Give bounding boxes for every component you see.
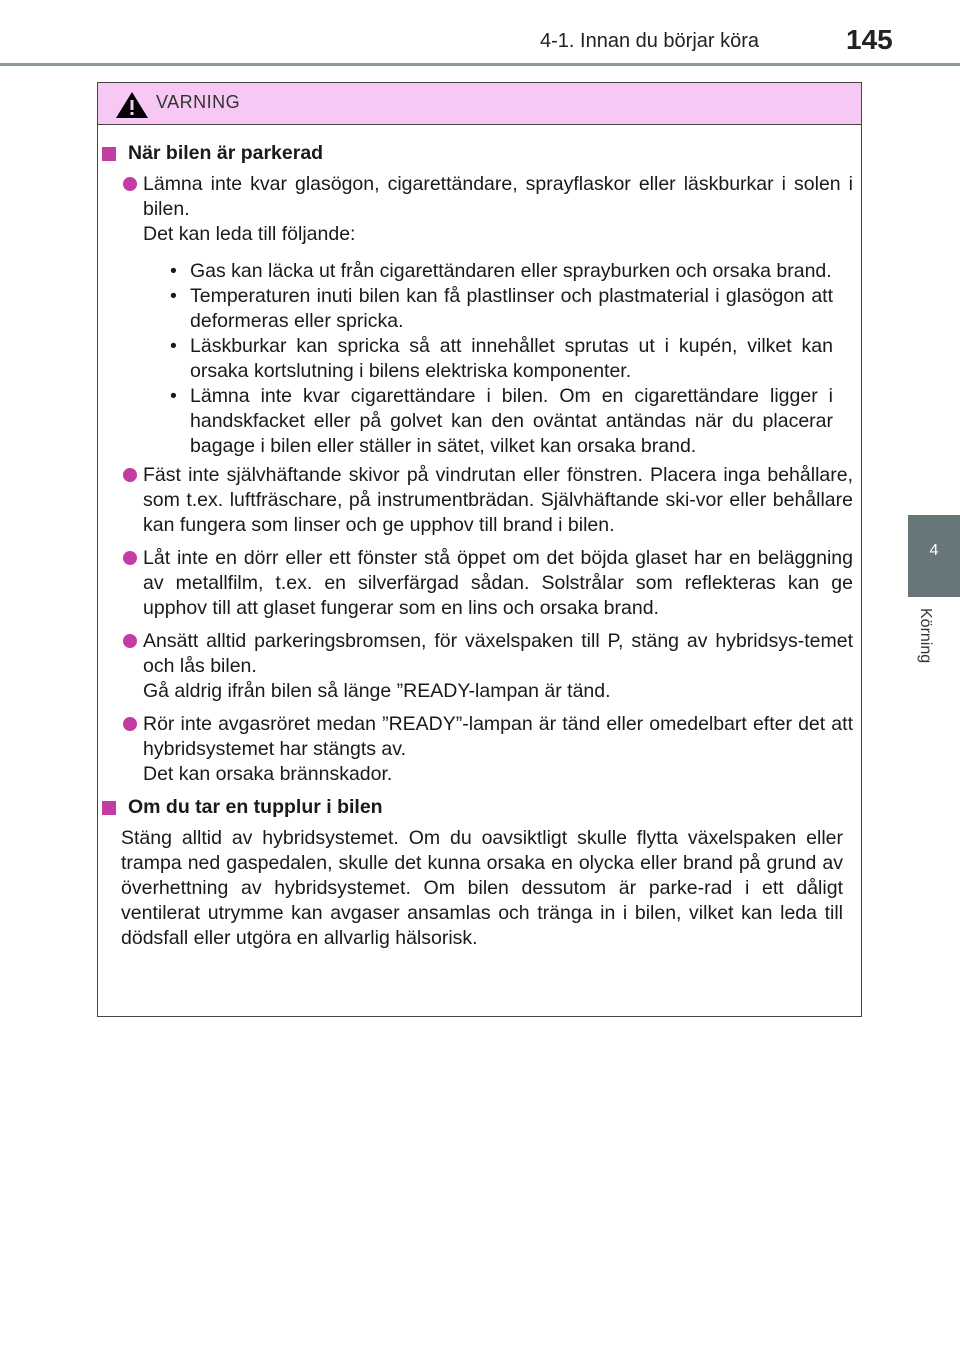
- sub-list-item: • Läskburkar kan spricka så att innehållet sprutas ut i kupén, vilket kan orsaka kortslutning i bilens elektriska komponenter.: [170, 334, 833, 384]
- chapter-label: [914, 608, 954, 698]
- square-bullet-icon: [102, 801, 116, 815]
- section-body: Stäng alltid av hybridsystemet. Om du oavsiktligt skulle flytta växelspaken eller trampa ned gaspedalen, skulle det kunna orsaka en olycka eller brand på grund av överhettning av hybridsystemet. Om bilen dessutom är parke-rad i ett dåligt ventilerat utrymme kan avgaser ansamlas och tränga in i bilen, vilket kan leda till dödsfall eller utgöra en allvarlig hälsorisk.: [121, 827, 843, 949]
- warning-box: [97, 82, 862, 1017]
- sub-list: [143, 259, 853, 459]
- warning-triangle-icon: [115, 91, 149, 119]
- page-number: 145: [846, 24, 893, 55]
- sub-list-item: • Temperaturen inuti bilen kan få plastlinser och plastmaterial i glasögon att deformeras eller spricka.: [170, 284, 833, 334]
- circle-bullet-icon: [123, 177, 137, 191]
- circle-bullet-icon: [123, 551, 137, 565]
- warning-title: VARNING: [156, 92, 241, 112]
- warning-content: [98, 141, 863, 951]
- sub-list-item: • Gas kan läcka ut från cigarettändaren eller sprayburken och orsaka brand.: [170, 259, 833, 284]
- section-title: 4-1. Innan du börjar köra: [540, 30, 760, 52]
- list-item: Lämna inte kvar glasögon, cigarettändare, sprayflaskor eller läskburkar i solen i bilen. Det kan leda till följande: • Gas kan läcka ut från cigarettändaren eller sprayburken och orsaka brand. • Temperaturen inuti bilen kan få plastlinser och plastmaterial i glasögon att deformeras eller spricka. • Läskburkar kan spricka så att innehållet sprutas ut i kupén, vilket kan orsaka kortslutning i bilens elektriska komponenter. • Lämna inte kvar cigarettändare i bilen. Om en cigarettändare ligger i handskfacket eller på golvet kan den oväntat antändas när du placerar bagage i bilen eller ställer in sätet, vilket kan orsaka brand.: [98, 172, 863, 459]
- section-heading-nap: Om du tar en tupplur i bilen: [102, 795, 863, 820]
- section-heading-parked: När bilen är parkerad: [102, 141, 863, 166]
- circle-bullet-icon: [123, 634, 137, 648]
- chapter-tab: [908, 515, 960, 597]
- chapter-label-text: Körning: [917, 608, 934, 664]
- chapter-number: 4: [929, 542, 939, 559]
- circle-bullet-icon: [123, 717, 137, 731]
- circle-bullet-icon: [123, 468, 137, 482]
- sub-list-item: • Lämna inte kvar cigarettändare i bilen. Om en cigarettändare ligger i handskfacket eller på golvet kan den oväntat antändas när du placerar bagage i bilen eller ställer in sätet, vilket kan orsaka brand.: [170, 384, 833, 459]
- list-item: Ansätt alltid parkeringsbromsen, för växelspaken till P, stäng av hybridsys-temet och lås bilen. Gå aldrig ifrån bilen så länge ”READY-lampan är tänd.: [98, 629, 863, 704]
- list-item: Rör inte avgasröret medan ”READY”-lampan är tänd eller omedelbart efter det att hybridsystemet har stängts av. Det kan orsaka brännskador.: [98, 712, 863, 787]
- square-bullet-icon: [102, 147, 116, 161]
- list-item: Låt inte en dörr eller ett fönster stå öppet om det böjda glaset har en beläggning av metallfilm, t.ex. en silverfärgad sådan. Solstrålar som reflekteras kan ge upphov till att glaset fungerar som en lins och orsaka brand.: [98, 546, 863, 621]
- header-divider: [0, 63, 960, 66]
- warning-header: [98, 83, 861, 125]
- list-item: Fäst inte självhäftande skivor på vindrutan eller fönstren. Placera inga behållare, som t.ex. luftfräschare, på instrumentbrädan. Självhäftande ski-vor eller behållare kan fungera som linser och ge upphov till brand i bilen.: [98, 463, 863, 538]
